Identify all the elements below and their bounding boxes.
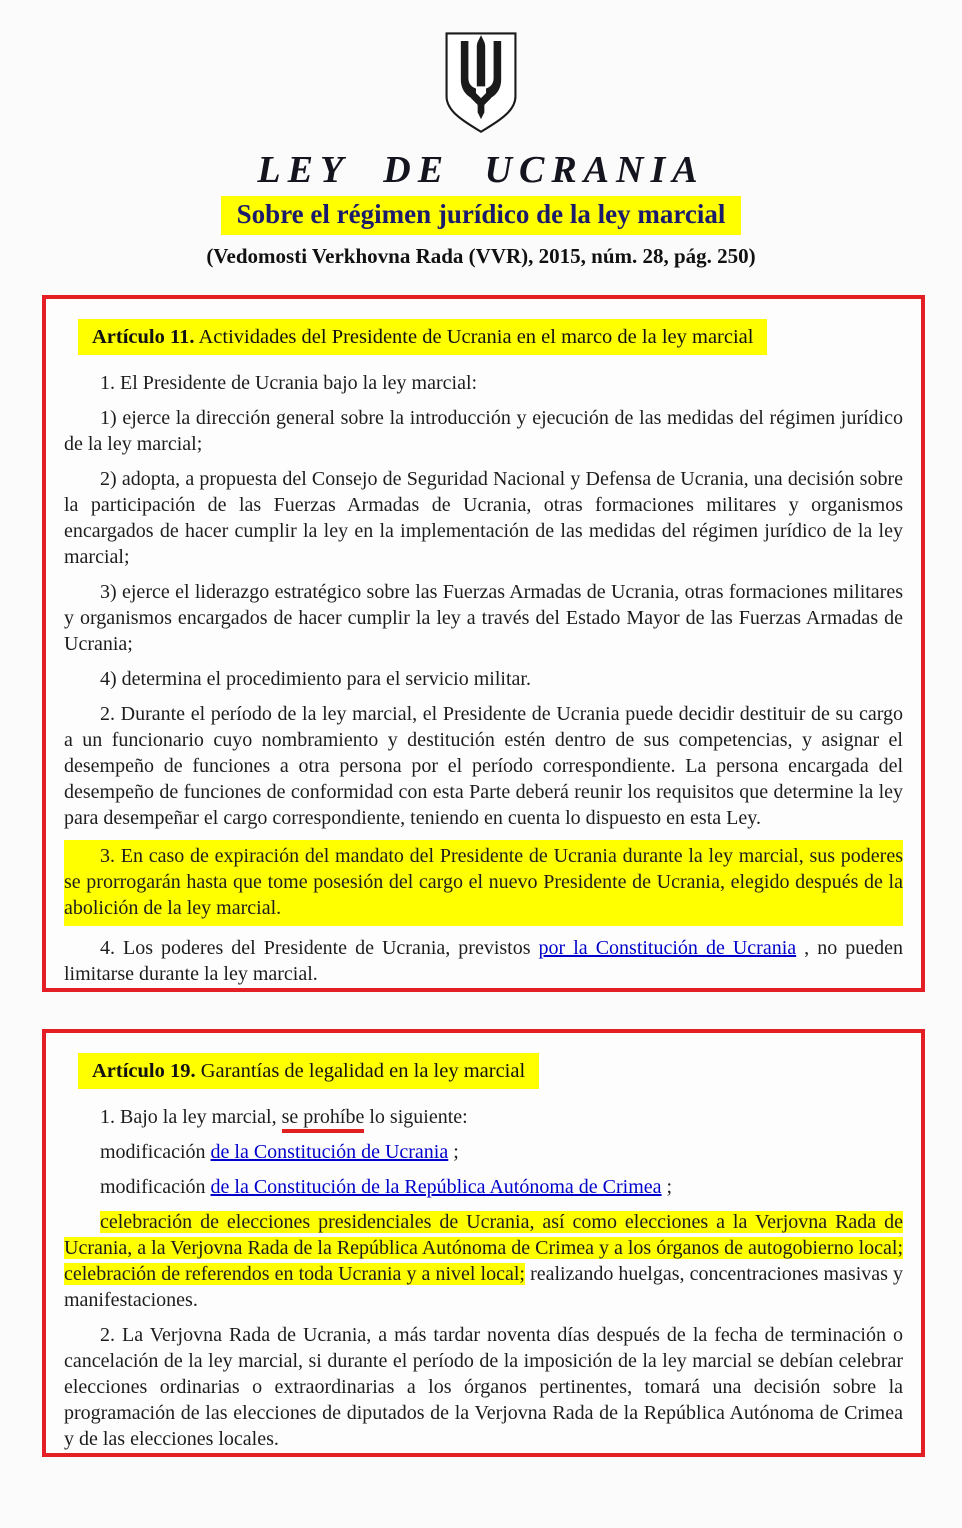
article-19-paragraph-3: 2. La Verjovna Rada de Ucrania, a más tardar noventa días después de la fecha de terminación o cancelación de la ley marcial, si durante el período de la imposición de la ley marcial se debían celebrar elecciones ordinarias o extraordinarias a los órganos pertinentes, tomará una decisión sobre la programación de las elecciones de diputados de la Verjovna Rada de la República Autónoma de Crimea y de las elecciones locales. — [64, 1324, 903, 1450]
article-11-box — [42, 295, 925, 992]
article-11-paragraph-2: 2. Durante el período de la ley marcial, el Presidente de Ucrania puede decidir destituir de su cargo a un funcionario cuyo nombramiento y destitución estén dentro de sus competencias, y asignar el desempeño de funciones a otra persona por el período correspondiente. La persona encargada del desempeño de funciones de conformidad con esta Parte deberá reunir los requisitos que determine la ley para desempeñar el cargo correspondiente, teniendo en cuenta lo dispuesto en esta Ley. — [64, 703, 903, 829]
article-11-paragraph-4 — [64, 935, 903, 987]
constitution-of-ukraine-link[interactable]: por la Constitución de Ucrania — [538, 937, 797, 959]
document-header — [0, 28, 962, 269]
article-19-item-modification-2 — [64, 1174, 903, 1200]
article-19-item-modification-1 — [64, 1139, 903, 1165]
paragraph-text: modificación — [100, 1176, 211, 1198]
paragraph-text: 1. Bajo la ley marcial, — [100, 1106, 282, 1128]
law-subtitle-highlight: Sobre el régimen jurídico de la ley marcial — [221, 196, 742, 235]
constitution-of-crimea-link[interactable]: de la Constitución de la República Autónoma de Crimea — [210, 1176, 662, 1198]
article-19-number: Artículo 19. — [92, 1060, 196, 1082]
article-19-paragraph-2 — [64, 1209, 903, 1313]
subtitle-row — [0, 196, 962, 235]
paragraph-text: lo siguiente: — [364, 1106, 468, 1128]
article-11-paragraph-3-highlighted: 3. En caso de expiración del mandato del Presidente de Ucrania durante la ley marcial, sus poderes se prorrogarán hasta que tome posesión del cargo el nuevo Presidente de Ucrania, elegido después de la abolición de la ley marcial. — [64, 840, 903, 926]
article-19-box — [42, 1029, 925, 1457]
highlighted-text: celebración de elecciones presidenciales de Ucrania, así como elecciones a la Verjovna Rada de Ucrania, a la Verjovna Rada de la República Autónoma de Crimea y a los órganos de autogobierno local; celebración de referendos en toda Ucrania y a nivel local; — [64, 1211, 904, 1285]
ukraine-trident-emblem — [0, 28, 962, 138]
article-11-item-3: 3) ejerce el liderazgo estratégico sobre las Fuerzas Armadas de Ucrania, otras formaciones militares y organismos encargados de hacer cumplir la ley a través del Estado Mayor de las Fuerzas Armadas de Ucrania; — [64, 581, 903, 655]
article-11-heading — [78, 319, 767, 355]
gazette-reference: (Vedomosti Verkhovna Rada (VVR), 2015, núm. 28, pág. 250) — [206, 244, 756, 268]
paragraph-text: modificación — [100, 1141, 211, 1163]
paragraph-text: 4. Los poderes del Presidente de Ucrania, previstos — [100, 937, 539, 959]
paragraph-text: ; — [448, 1141, 459, 1163]
prohibited-underlined-text: se prohíbe — [282, 1106, 365, 1133]
article-11-number: Artículo 11. — [92, 326, 195, 348]
article-11-title: Actividades del Presidente de Ucrania en el marco de la ley marcial — [194, 326, 754, 348]
article-19-heading — [78, 1053, 539, 1089]
paragraph-text: , no pueden limitarse durante la ley marcial. — [64, 937, 903, 985]
article-11-item-4: 4) determina el procedimiento para el servicio militar. — [100, 668, 531, 690]
article-19-title: Garantías de legalidad en la ley marcial — [195, 1060, 526, 1082]
trident-shield-icon — [439, 28, 523, 138]
article-11-paragraph-1: 1. El Presidente de Ucrania bajo la ley marcial: — [100, 372, 478, 394]
article-19-paragraph-1 — [64, 1104, 903, 1130]
paragraph-text: ; — [661, 1176, 673, 1198]
document-page — [0, 28, 962, 1528]
article-11-item-2: 2) adopta, a propuesta del Consejo de Seguridad Nacional y Defensa de Ucrania, una decisión sobre la participación de las Fuerzas Armadas de Ucrania, otras formaciones militares y organismos encargados de hacer cumplir la ley en la implementación de las medidas del régimen jurídico de la ley marcial; — [64, 468, 903, 568]
article-11-item-1: 1) ejerce la dirección general sobre la introducción y ejecución de las medidas del régimen jurídico de la ley marcial; — [64, 407, 903, 455]
law-title: LEY DE UCRANIA — [257, 149, 705, 191]
paragraph-text: realizando huelgas, concentraciones masivas y manifestaciones. — [64, 1263, 903, 1311]
constitution-of-ukraine-link[interactable]: de la Constitución de Ucrania — [210, 1141, 449, 1163]
